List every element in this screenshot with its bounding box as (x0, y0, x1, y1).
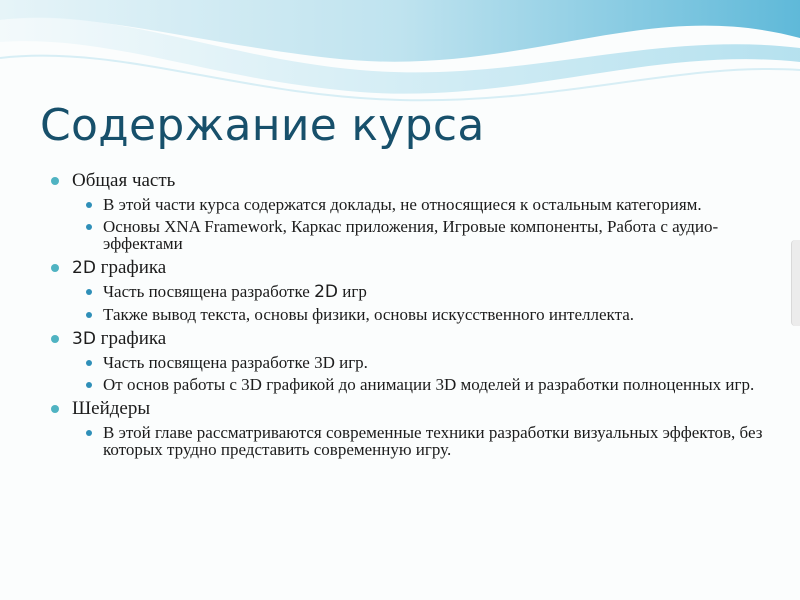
page-title: Содержание курса (40, 100, 485, 151)
list-item-text: В этой части курса содержатся доклады, не относящиеся к остальным категориям. (103, 195, 702, 214)
bullet-icon (86, 224, 92, 230)
bullet-icon (51, 177, 59, 185)
bullet-icon (51, 264, 59, 272)
list-item (72, 306, 768, 323)
bullet-icon (51, 405, 59, 413)
list-item (72, 376, 768, 393)
side-scroll-tab[interactable] (791, 240, 800, 326)
list-item-text: Часть посвящена разработке 3D игр. (103, 353, 368, 372)
section-heading: графика (95, 257, 167, 278)
list-item (72, 218, 768, 252)
section-heading-prefix: 3D (72, 329, 96, 349)
section-2d-graphics (48, 257, 768, 323)
section-heading: графика (95, 328, 167, 349)
bullet-icon (86, 382, 92, 388)
list-item (72, 283, 768, 301)
list-item-text-2d: 2D (314, 282, 338, 302)
list-item-text: Также вывод текста, основы физики, основы искусственного интеллекта. (103, 305, 635, 324)
section-heading: Шейдеры (72, 398, 151, 419)
bullet-icon (86, 289, 92, 295)
list-item (72, 196, 768, 213)
list-item (72, 424, 768, 458)
list-item-text: Часть посвящена разработке (103, 282, 315, 301)
section-heading-prefix: 2D (72, 258, 96, 278)
header-wave-decoration (0, 0, 800, 110)
section-general (48, 170, 768, 252)
list-item-text-tail: игр (338, 282, 367, 301)
bullet-icon (86, 312, 92, 318)
list-item-text: В этой главе рассматриваются современные техники разработки визуальных эффектов, без которых трудно представить современную игру. (103, 423, 763, 459)
section-shaders (48, 398, 768, 458)
bullet-icon (86, 202, 92, 208)
list-item-text: Основы XNA Framework, Каркас приложения, Игровые компоненты, Работа с аудио-эффектами (103, 217, 719, 253)
list-item (72, 354, 768, 371)
bullet-icon (86, 430, 92, 436)
bullet-icon (51, 335, 59, 343)
content-list (48, 170, 768, 463)
section-heading: Общая часть (72, 170, 176, 191)
section-3d-graphics (48, 328, 768, 393)
list-item-text: От основ работы с 3D графикой до анимации 3D моделей и разработки полноценных игр. (103, 375, 755, 394)
bullet-icon (86, 360, 92, 366)
